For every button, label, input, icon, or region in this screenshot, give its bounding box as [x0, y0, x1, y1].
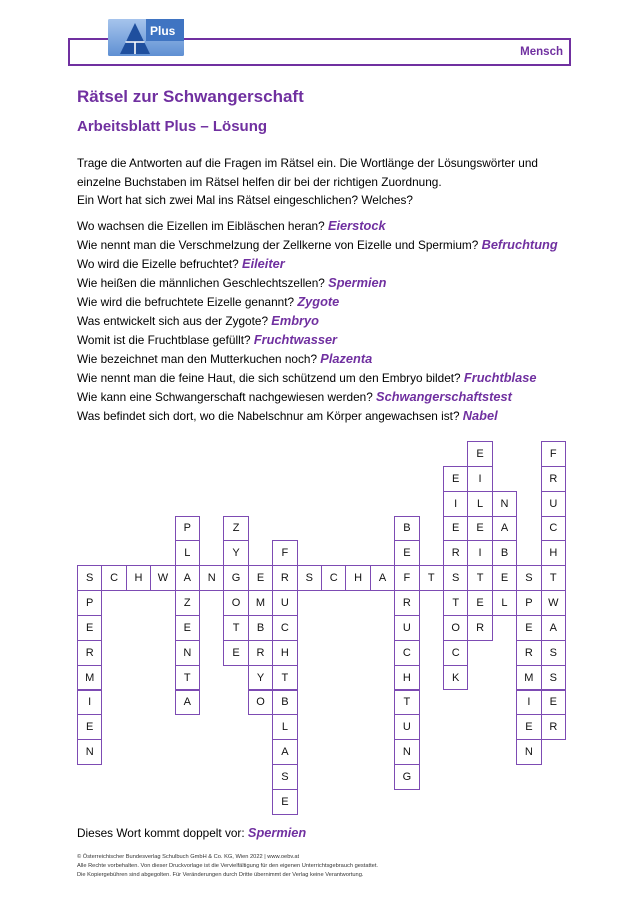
footer-line: Die Kopiergebühren sind abgegolten. Für Veränderungen durch Dritte übernimmt der Verlag keine Verantwortung. [77, 871, 364, 878]
plus-logo [108, 19, 184, 56]
crossword-cell: F [272, 540, 297, 566]
instruction-line: Ein Wort hat sich zwei Mal ins Rätsel eingeschlichen? Welches? [77, 193, 413, 207]
instructions [77, 154, 538, 210]
crossword-cell: R [77, 640, 102, 666]
crossword-cell: E [467, 590, 492, 616]
question-item [77, 273, 558, 292]
crossword-cell: W [150, 565, 175, 591]
question-text: Wie bezeichnet man den Mutterkuchen noch? [77, 352, 318, 366]
crossword-cell: Z [223, 516, 248, 542]
answer-text: Eierstock [327, 218, 386, 233]
crossword-cell: N [175, 640, 200, 666]
answer-text: Spermien [328, 275, 387, 290]
crossword-cell: C [443, 640, 468, 666]
question-text: Wo wachsen die Eizellen im Eibläschen heran? [77, 219, 325, 233]
crossword-cell: N [492, 491, 517, 517]
question-item [77, 368, 558, 387]
crossword-cell: N [199, 565, 224, 591]
crossword-cell: C [272, 615, 297, 641]
crossword-cell: E [541, 690, 566, 716]
crossword-cell: R [541, 466, 566, 492]
crossword-cell: I [516, 690, 541, 716]
crossword-cell: E [467, 441, 492, 467]
crossword-cell: B [492, 540, 517, 566]
crossword-cell: E [394, 540, 419, 566]
crossword-cell: R [443, 540, 468, 566]
crossword-cell: W [541, 590, 566, 616]
crossword-cell: L [175, 540, 200, 566]
crossword-cell: H [394, 665, 419, 691]
crossword-cell: E [467, 516, 492, 542]
crossword-cell: A [541, 615, 566, 641]
crossword-cell: M [516, 665, 541, 691]
crossword-cell: R [272, 565, 297, 591]
crossword-cell: B [248, 615, 273, 641]
question-item [77, 292, 558, 311]
page-title: Rätsel zur Schwangerschaft [77, 87, 304, 106]
crossword-cell: T [541, 565, 566, 591]
crossword-cell: M [77, 665, 102, 691]
answer-text: Plazenta [320, 351, 373, 366]
page-subtitle: Arbeitsblatt Plus – Lösung [77, 118, 268, 135]
crossword-cell: E [492, 565, 517, 591]
question-item [77, 406, 558, 425]
crossword-cell: T [467, 565, 492, 591]
pyramid-icon [108, 19, 184, 56]
crossword-cell: L [467, 491, 492, 517]
double-word-label: Dieses Wort kommt doppelt vor: [77, 826, 245, 840]
question-text: Was entwickelt sich aus der Zygote? [77, 314, 269, 328]
crossword-cell: E [516, 615, 541, 641]
crossword-cell: T [419, 565, 444, 591]
crossword-cell: H [345, 565, 370, 591]
footer-line: © Österreichischer Bundesverlag Schulbuch GmbH & Co. KG, Wien 2022 | www.oebv.at [77, 853, 300, 860]
crossword-cell: F [541, 441, 566, 467]
crossword-cell: U [541, 491, 566, 517]
crossword-cell: Z [175, 590, 200, 616]
crossword-cell: I [77, 690, 102, 716]
crossword-cell: L [272, 714, 297, 740]
question-text: Womit ist die Fruchtblase gefüllt? [77, 333, 251, 347]
crossword-cell: U [272, 590, 297, 616]
copyright-footer [77, 853, 378, 880]
crossword-cell: P [175, 516, 200, 542]
question-text: Wie kann eine Schwangerschaft nachgewiesen werden? [77, 390, 373, 404]
question-text: Wo wird die Eizelle befruchtet? [77, 257, 239, 271]
question-item [77, 330, 558, 349]
question-item [77, 254, 558, 273]
crossword-grid [77, 441, 566, 815]
crossword-cell: A [175, 690, 200, 716]
question-text: Wie heißen die männlichen Geschlechtszellen? [77, 276, 325, 290]
instruction-line: Trage die Antworten auf die Fragen im Rätsel ein. Die Wortlänge der Lösungswörter und [77, 156, 538, 170]
question-text: Wie nennt man die feine Haut, die sich schützend um den Embryo bildet? [77, 371, 461, 385]
crossword-cell: I [443, 491, 468, 517]
crossword-cell: R [248, 640, 273, 666]
double-word-line [77, 823, 306, 843]
crossword-cell: F [394, 565, 419, 591]
crossword-cell: E [272, 789, 297, 815]
crossword-cell: B [272, 690, 297, 716]
answer-text: Fruchtblase [463, 370, 537, 385]
crossword-cell: U [394, 714, 419, 740]
answer-text: Embryo [271, 313, 319, 328]
crossword-cell: A [492, 516, 517, 542]
question-item [77, 235, 558, 254]
answer-text: Nabel [462, 408, 498, 423]
crossword-cell: M [248, 590, 273, 616]
crossword-cell: A [175, 565, 200, 591]
crossword-cell: O [443, 615, 468, 641]
answer-text: Zygote [297, 294, 340, 309]
crossword-cell: R [467, 615, 492, 641]
crossword-cell: P [516, 590, 541, 616]
question-item [77, 349, 558, 368]
double-word-answer: Spermien [247, 825, 307, 840]
crossword-cell: T [223, 615, 248, 641]
crossword-cell: R [516, 640, 541, 666]
crossword-cell: Y [223, 540, 248, 566]
answer-text: Fruchtwasser [253, 332, 338, 347]
crossword-cell: N [77, 739, 102, 765]
crossword-cell: P [77, 590, 102, 616]
crossword-cell: N [394, 739, 419, 765]
crossword-cell: H [541, 540, 566, 566]
crossword-cell: S [272, 764, 297, 790]
logo-text: Plus [150, 24, 176, 38]
crossword-cell: E [77, 615, 102, 641]
crossword-cell: E [248, 565, 273, 591]
crossword-cell: K [443, 665, 468, 691]
question-item [77, 216, 558, 235]
crossword-cell: C [394, 640, 419, 666]
crossword-cell: U [394, 615, 419, 641]
question-text: Wie nennt man die Verschmelzung der Zellkerne von Eizelle und Spermium? [77, 238, 479, 252]
crossword-cell: E [516, 714, 541, 740]
crossword-cell: H [126, 565, 151, 591]
answer-text: Befruchtung [481, 237, 558, 252]
crossword-cell: N [516, 739, 541, 765]
crossword-cell: E [223, 640, 248, 666]
crossword-cell: R [394, 590, 419, 616]
subject-label: Mensch [520, 46, 563, 58]
crossword-cell: B [394, 516, 419, 542]
crossword-cell: H [272, 640, 297, 666]
crossword-cell: L [492, 590, 517, 616]
crossword-cell: I [467, 466, 492, 492]
crossword-cell: A [370, 565, 395, 591]
crossword-cell: E [175, 615, 200, 641]
crossword-cell: S [516, 565, 541, 591]
crossword-cell: T [443, 590, 468, 616]
crossword-cell: S [443, 565, 468, 591]
crossword-cell: C [101, 565, 126, 591]
crossword-cell: E [443, 516, 468, 542]
question-text: Was befindet sich dort, wo die Nabelschnur am Körper angewachsen ist? [77, 409, 460, 423]
crossword-cell: S [541, 640, 566, 666]
question-list [77, 216, 558, 425]
crossword-cell: S [297, 565, 322, 591]
crossword-cell: S [77, 565, 102, 591]
crossword-cell: C [321, 565, 346, 591]
crossword-cell: I [467, 540, 492, 566]
answer-text: Eileiter [242, 256, 285, 271]
crossword-cell: T [394, 690, 419, 716]
crossword-cell: S [541, 665, 566, 691]
crossword-cell: G [394, 764, 419, 790]
crossword-cell: A [272, 739, 297, 765]
crossword-cell: T [272, 665, 297, 691]
question-item [77, 387, 558, 406]
crossword-cell: O [248, 690, 273, 716]
question-text: Wie wird die befruchtete Eizelle genannt? [77, 295, 295, 309]
crossword-cell: Y [248, 665, 273, 691]
crossword-cell: T [175, 665, 200, 691]
footer-line: Alle Rechte vorbehalten. Von dieser Druckvorlage ist die Vervielfältigung für den eigenen Unterrichtsgebrauch gestattet. [77, 862, 378, 869]
crossword-cell: E [443, 466, 468, 492]
crossword-cell: G [223, 565, 248, 591]
answer-text: Schwangerschaftstest [376, 389, 512, 404]
crossword-cell: R [541, 714, 566, 740]
instruction-line: einzelne Buchstaben im Rätsel helfen dir bei der richtigen Zuordnung. [77, 174, 442, 189]
crossword-cell: E [77, 714, 102, 740]
question-item [77, 311, 558, 330]
crossword-cell: O [223, 590, 248, 616]
crossword-cell: C [541, 516, 566, 542]
